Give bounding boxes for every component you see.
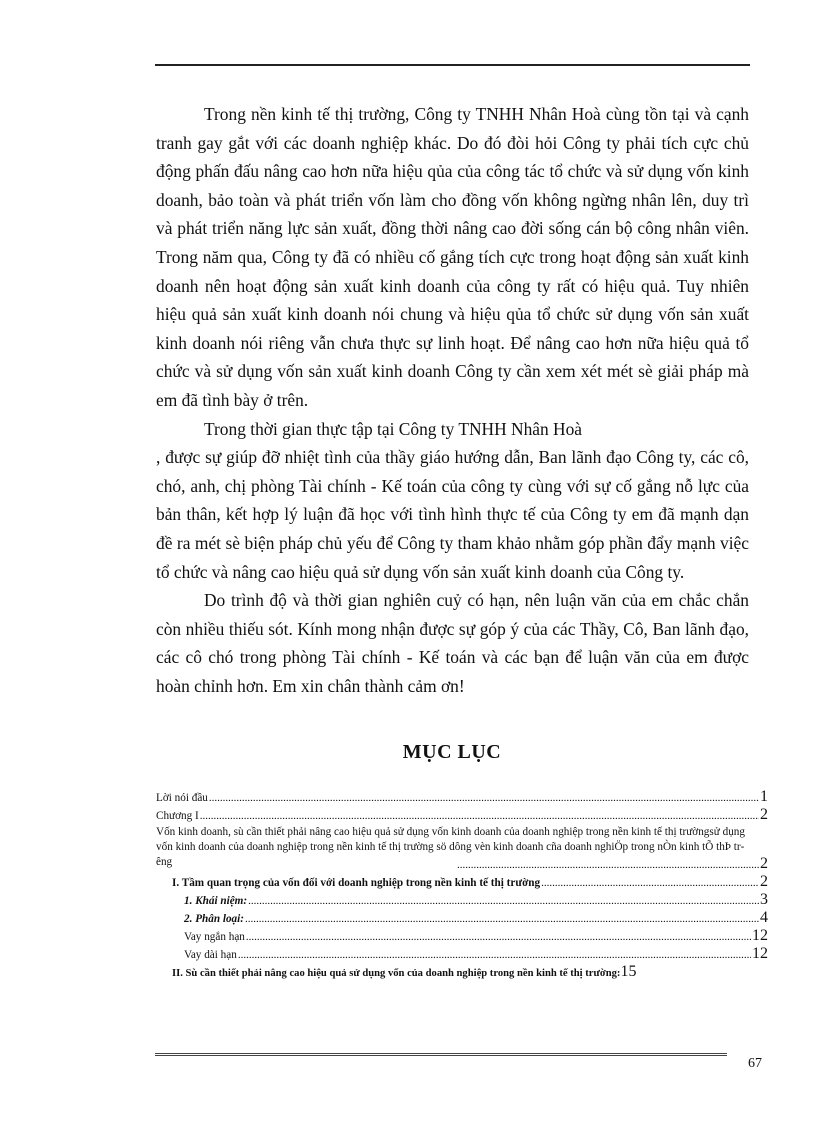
toc-entry-text[interactable]: Vốn kinh doanh, sù cần thiết phải nâng cao hiệu quả sử dụng vốn kinh doanh của doanh nghiệp trong nền kinh tế thị trườngsử dụng vốn kinh doanh của doanh nghiệp trong nền kinh tế thị trường sö dông vèn kinh doanh cña doanh nghiÖp trong nÒn kinh tÕ thÞ trêng <box>156 826 745 868</box>
toc-entry[interactable]: 2. Phân loại: ..... 4 <box>156 909 768 927</box>
toc-entry[interactable]: 1. Khái niệm: ..... 3 <box>156 891 768 909</box>
toc-leader <box>246 931 751 943</box>
paragraph-4: Do trình độ và thời gian nghiên cuỷ có hạn, nên luận văn của em chắc chắn còn nhiều thiếu sót. Kính mong nhận được sự góp ý của các Thầy, Cô, Ban lãnh đạo, các cô chó trong phòng Tài chính - Kế toán và các bạn để luận văn của em được hoàn chỉnh hơn. Em xin chân thành cảm ơn! <box>156 590 749 696</box>
toc-title: MỤC LỤC <box>402 741 502 763</box>
toc-entry[interactable]: ..... 2 <box>156 855 768 873</box>
toc-leader <box>248 895 759 907</box>
table-of-contents <box>156 788 768 981</box>
toc-entry[interactable]: Chương I ..... 2 <box>156 806 768 824</box>
toc-entry[interactable]: I. Tầm quan trọng của vốn đối với doanh nghiệp trong nền kinh tế thị trường ..... 2 <box>156 873 768 891</box>
toc-entry[interactable]: Vay dài hạn ..... 12 <box>156 945 768 963</box>
toc-leader <box>209 792 759 804</box>
toc-entry[interactable]: II. Sù cần thiết phải nâng cao hiệu quả sử dụng vốn của doanh nghiệp trong nền kinh tế thị trường: 15 <box>172 963 637 980</box>
body-text <box>156 100 749 700</box>
toc-leader <box>541 877 759 889</box>
toc-leader <box>457 859 759 871</box>
footer-rule <box>155 1053 727 1056</box>
toc-entry[interactable]: Vay ngắn hạn ..... 12 <box>156 927 768 945</box>
toc-leader <box>200 810 759 822</box>
toc-leader <box>245 913 759 925</box>
paragraph-1: Trong nền kinh tế thị trường, Công ty TNHH Nhân Hoà cùng tồn tại và cạnh tranh gay gắt với các doanh nghiệp khác. Do đó đòi hỏi Công ty phải tích cực chủ động phấn đấu nâng cao hơn nữa hiệu qủa của công tác tổ chức và sử dụng vốn kinh doanh, bảo toàn và phát triển vốn làm cho đồng vốn không ngừng nhân lên, duy trì và phát triển năng lực sản xuất, đồng thời nâng cao đời sống cán bộ công nhân viên. Trong năm qua, Công ty đã có nhiều cố gắng tích cực trong hoạt động sản xuất kinh doanh nên hoạt động sản xuất kinh doanh của công ty rất có hiệu quả. Tuy nhiên hiệu quả sản xuất kinh doanh nói chung và hiệu qủa tổ chức sử dụng vốn sản xuất kinh doanh nói riêng vẫn chưa thực sự linh hoạt. Để nâng cao hơn nữa hiệu quả tổ chức và sử dụng vốn sản xuất kinh doanh Công ty cần xem xét mét sè giải pháp mà em đã tình bày ở trên. <box>156 104 749 410</box>
page-number: 67 <box>748 1056 762 1071</box>
paragraph-3: , được sự giúp đỡ nhiệt tình của thầy giáo hướng dẫn, Ban lãnh đạo Công ty, các cô, chó, anh, chị phòng Tài chính - Kế toán của công ty cùng với sự cố gắng nỗ lực của bản thân, kết hợp lý luận đã học với tình hình thực tế của Công ty em đã mạnh dạn đề ra mét sè biện pháp chủ yếu để Công ty tham khảo nhằm góp phần đẩy mạnh việc tổ chức và nâng cao hiệu quả sử dụng vốn sản xuất kinh doanh của Công ty. <box>156 447 749 582</box>
toc-leader <box>238 949 751 961</box>
toc-entry[interactable]: Lời nói đầu ..... 1 <box>156 788 768 806</box>
header-rule <box>155 64 750 66</box>
paragraph-2: Trong thời gian thực tập tại Công ty TNHH Nhân Hoà <box>204 418 582 439</box>
